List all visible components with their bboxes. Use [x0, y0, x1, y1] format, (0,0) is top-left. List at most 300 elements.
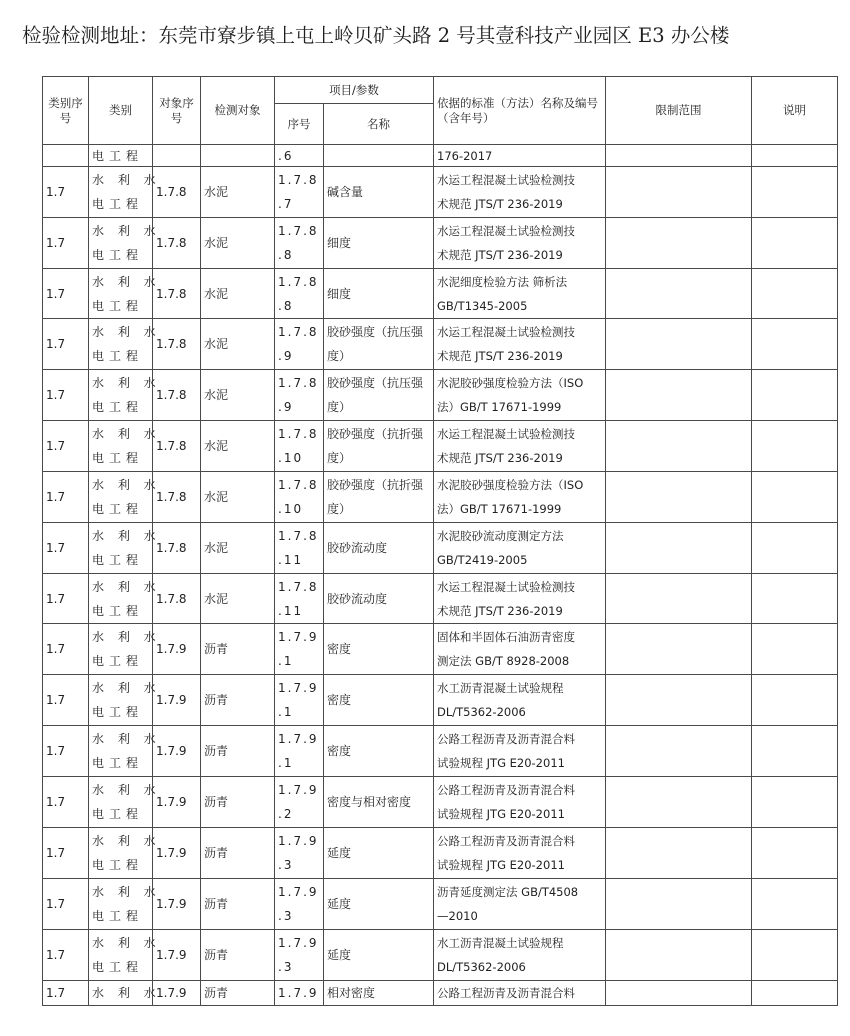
item-seq-line: .3: [278, 960, 294, 974]
standard-line: 水运工程混凝土试验检测技: [437, 173, 575, 187]
category-line: 电工程: [92, 705, 144, 719]
standard-line: 水泥胶砂强度检验方法（ISO: [437, 376, 584, 390]
object-cell: 水泥: [201, 319, 275, 370]
standard-line: 水运工程混凝土试验检测技: [437, 325, 575, 339]
object-seq-cell: 1.7.9: [153, 726, 201, 777]
item-name-cell: [324, 523, 434, 574]
category-cell: [89, 777, 161, 828]
item-seq-line: 1.7.8: [278, 325, 319, 339]
item-name-line: 延度: [327, 846, 352, 860]
category-cell: [89, 167, 161, 218]
object-seq-cell: 1.7.9: [153, 828, 201, 879]
object-seq-cell: 1.7.9: [153, 879, 201, 930]
item-seq-cell: [275, 370, 324, 421]
header-category-seq: 类别序号: [43, 77, 89, 145]
note-cell: [752, 879, 838, 930]
note-cell: [752, 370, 838, 421]
object-seq-cell: 1.7.8: [153, 574, 201, 624]
object-cell: 水泥: [201, 218, 275, 269]
item-name-line: 细度: [327, 286, 352, 301]
category-line: 水 利 水: [92, 986, 161, 1000]
category-line: 电工程: [92, 756, 144, 770]
object-cell: 沥青: [201, 930, 275, 981]
note-cell: [752, 167, 838, 218]
table-row: [43, 472, 838, 523]
item-name-cell: [324, 472, 434, 523]
item-seq-cell: [275, 624, 324, 675]
object-seq-cell: 1.7.8: [153, 523, 201, 574]
category-line: 电工程: [92, 603, 144, 618]
category-seq-cell: 1.7: [43, 624, 89, 675]
item-name-line: 度）: [327, 502, 352, 516]
standard-line: GB/T2419-2005: [437, 553, 528, 567]
item-seq-line: .11: [278, 603, 304, 618]
item-seq-line: 1.7.9: [278, 783, 319, 797]
category-cell: [89, 574, 161, 624]
standard-cell: [434, 777, 606, 828]
limit-cell: [606, 218, 752, 269]
standard-line: 沥青延度测定法 GB/T4508: [437, 885, 579, 899]
limit-cell: [606, 145, 752, 167]
table-row: [43, 624, 838, 675]
category-line: 水 利 水: [92, 834, 161, 848]
item-seq-line: 1.7.8: [278, 274, 319, 289]
object-seq-cell: 1.7.8: [153, 167, 201, 218]
limit-cell: [606, 675, 752, 726]
category-seq-cell: 1.7: [43, 523, 89, 574]
item-seq-line: .3: [278, 858, 294, 872]
category-cell: [89, 319, 161, 370]
item-seq-cell: [275, 828, 324, 879]
category-seq-cell: 1.7: [43, 421, 89, 472]
standard-line: 术规范 JTS/T 236-2019: [437, 349, 563, 363]
category-seq-cell: 1.7: [43, 574, 89, 624]
standard-line: 法）GB/T 17671-1999: [437, 502, 562, 516]
object-seq-cell: 1.7.9: [153, 624, 201, 675]
category-line: 电工程: [92, 909, 144, 923]
item-seq-cell: [275, 981, 324, 1006]
note-cell: [752, 726, 838, 777]
limit-cell: [606, 370, 752, 421]
category-line: 电工程: [92, 451, 144, 465]
category-line: 电工程: [92, 807, 144, 821]
standard-line: 试验规程 JTG E20-2011: [437, 858, 565, 872]
note-cell: [752, 777, 838, 828]
category-line: 电工程: [92, 654, 144, 668]
standard-cell: [434, 624, 606, 675]
item-seq-line: 1.7.9: [278, 936, 319, 950]
limit-cell: [606, 167, 752, 218]
category-line: 水 利 水: [92, 376, 161, 390]
standard-line: 水工沥青混凝土试验规程: [437, 681, 564, 695]
item-seq-line: 1.7.9: [278, 630, 319, 644]
item-seq-line: .9: [278, 400, 294, 414]
item-seq-cell: [275, 319, 324, 370]
limit-cell: [606, 574, 752, 624]
object-cell: 沥青: [201, 675, 275, 726]
item-seq-cell: [275, 269, 324, 319]
header-object-seq: 对象序号: [153, 77, 201, 145]
category-line: 水 利 水: [92, 732, 161, 746]
table-row: [43, 523, 838, 574]
item-name-cell: [324, 726, 434, 777]
standard-cell: [434, 167, 606, 218]
item-name-line: 胶砂强度（抗折强: [327, 427, 424, 441]
item-seq-line: 1.7.8: [278, 478, 319, 492]
item-seq-line: .11: [278, 553, 304, 567]
document-title: 检验检测地址：东莞市寮步镇上屯上岭贝矿头路 2 号其壹科技产业园区 E3 办公楼: [22, 24, 730, 47]
category-cell: [89, 269, 161, 319]
limit-cell: [606, 828, 752, 879]
limit-cell: [606, 726, 752, 777]
standard-cell: [434, 523, 606, 574]
category-line: 电工程: [92, 349, 144, 363]
standard-line: 水泥胶砂流动度测定方法: [437, 529, 564, 543]
table-row: [43, 726, 838, 777]
note-cell: [752, 218, 838, 269]
category-line: 水 利 水: [92, 478, 161, 492]
table-row: [43, 675, 838, 726]
standard-line: 176-2017: [437, 148, 493, 163]
standard-line: 水运工程混凝土试验检测技: [437, 224, 575, 238]
item-seq-line: 1.7.8: [278, 376, 319, 390]
item-name-line: 密度: [327, 744, 352, 758]
note-cell: [752, 523, 838, 574]
note-cell: [752, 675, 838, 726]
item-seq-line: 1.7.8: [278, 173, 319, 187]
standard-line: 术规范 JTS/T 236-2019: [437, 451, 563, 465]
category-line: 水 利 水: [92, 630, 161, 644]
item-name-cell: [324, 218, 434, 269]
standard-line: 术规范 JTS/T 236-2019: [437, 248, 563, 262]
item-seq-line: 1.7.9: [278, 834, 319, 848]
item-name-line: 胶砂强度（抗压强: [327, 325, 424, 339]
item-seq-line: .7: [278, 197, 294, 211]
category-cell: [89, 930, 161, 981]
category-line: 水 利 水: [92, 274, 161, 289]
category-line: 电工程: [92, 858, 144, 872]
item-seq-line: 1.7.8: [278, 224, 319, 238]
header-limit: 限制范围: [606, 77, 752, 145]
object-seq-cell: 1.7.8: [153, 472, 201, 523]
object-cell: 水泥: [201, 167, 275, 218]
category-line: 水 利 水: [92, 224, 161, 238]
item-name-cell: [324, 269, 434, 319]
note-cell: [752, 421, 838, 472]
standard-line: 水泥胶砂强度检验方法（ISO: [437, 478, 584, 492]
category-cell: [89, 828, 161, 879]
table-row: [43, 370, 838, 421]
header-row: [43, 77, 838, 104]
item-name-cell: [324, 421, 434, 472]
category-seq-cell: [43, 145, 89, 167]
table-row: [43, 319, 838, 370]
item-seq-line: .1: [278, 756, 294, 770]
standard-cell: [434, 370, 606, 421]
note-cell: [752, 930, 838, 981]
category-line: 水 利 水: [92, 936, 161, 950]
object-cell: 沥青: [201, 726, 275, 777]
category-cell: [89, 218, 161, 269]
item-seq-line: 1.7.9: [278, 986, 319, 1000]
category-seq-cell: 1.7: [43, 319, 89, 370]
item-seq-line: 1.7.9: [278, 681, 319, 695]
object-cell: 沥青: [201, 828, 275, 879]
standard-line: DL/T5362-2006: [437, 960, 526, 974]
item-name-cell: [324, 828, 434, 879]
table-row: [43, 167, 838, 218]
object-seq-cell: 1.7.8: [153, 269, 201, 319]
standard-line: 公路工程沥青及沥青混合料: [437, 834, 575, 848]
standard-cell: [434, 930, 606, 981]
category-line: 电工程: [92, 197, 144, 211]
object-seq-cell: [153, 145, 201, 167]
standard-line: 公路工程沥青及沥青混合料: [437, 732, 575, 746]
item-name-cell: [324, 624, 434, 675]
standard-line: DL/T5362-2006: [437, 705, 526, 719]
item-seq-cell: [275, 574, 324, 624]
category-line: 水 利 水: [92, 427, 161, 441]
item-name-cell: [324, 574, 434, 624]
table-row: [43, 421, 838, 472]
item-name-line: 胶砂流动度: [327, 541, 388, 555]
standard-cell: [434, 319, 606, 370]
item-name-line: 碱含量: [327, 185, 364, 199]
item-seq-cell: [275, 523, 324, 574]
object-cell: 水泥: [201, 523, 275, 574]
note-cell: [752, 981, 838, 1006]
category-cell: [89, 675, 161, 726]
object-cell: 水泥: [201, 421, 275, 472]
header-standard: 依据的标准（方法）名称及编号（含年号）: [434, 77, 606, 145]
category-line: 水 利 水: [92, 529, 161, 543]
standard-line: 术规范 JTS/T 236-2019: [437, 197, 563, 211]
object-seq-cell: 1.7.8: [153, 319, 201, 370]
table-row: [43, 218, 838, 269]
table-row: [43, 828, 838, 879]
item-seq-line: .1: [278, 654, 294, 668]
item-name-cell: [324, 777, 434, 828]
item-name-line: 度）: [327, 451, 352, 465]
object-cell: 沥青: [201, 777, 275, 828]
standard-line: 公路工程沥青及沥青混合料: [437, 986, 575, 1000]
item-seq-line: .10: [278, 451, 304, 465]
item-seq-cell: [275, 472, 324, 523]
note-cell: [752, 472, 838, 523]
object-cell: [201, 145, 275, 167]
object-cell: 水泥: [201, 472, 275, 523]
category-line: 水 利 水: [92, 681, 161, 695]
limit-cell: [606, 472, 752, 523]
item-name-line: 延度: [327, 897, 352, 911]
item-seq-cell: [275, 726, 324, 777]
item-seq-line: .2: [278, 807, 294, 821]
object-cell: 水泥: [201, 269, 275, 319]
header-note: 说明: [752, 77, 838, 145]
category-line: 电工程: [92, 502, 144, 516]
item-seq-line: .10: [278, 502, 304, 516]
item-seq-line: .8: [278, 248, 294, 262]
object-seq-cell: 1.7.9: [153, 777, 201, 828]
category-line: 电工程: [92, 960, 144, 974]
object-seq-cell: 1.7.9: [153, 981, 201, 1006]
standard-cell: [434, 574, 606, 624]
category-line: 电工程: [92, 553, 144, 567]
item-seq-line: 1.7.8: [278, 427, 319, 441]
category-seq-cell: 1.7: [43, 167, 89, 218]
standard-cell: [434, 421, 606, 472]
standard-line: 水运工程混凝土试验检测技: [437, 427, 575, 441]
category-line: 电工程: [92, 148, 144, 163]
note-cell: [752, 269, 838, 319]
item-name-line: 细度: [327, 236, 352, 250]
standard-line: 法）GB/T 17671-1999: [437, 400, 562, 414]
item-seq-line: .8: [278, 298, 294, 313]
standard-cell: [434, 981, 606, 1006]
standard-line: 试验规程 JTG E20-2011: [437, 807, 565, 821]
item-name-line: 胶砂强度（抗折强: [327, 478, 424, 492]
item-name-line: 密度: [327, 693, 352, 707]
standard-cell: [434, 726, 606, 777]
category-line: 电工程: [92, 248, 144, 262]
table-row: [43, 879, 838, 930]
object-cell: 水泥: [201, 574, 275, 624]
item-name-line: 密度: [327, 642, 352, 656]
object-cell: 水泥: [201, 370, 275, 421]
header-object: 检测对象: [201, 77, 275, 145]
standard-line: 水泥细度检验方法 筛析法: [437, 274, 568, 289]
limit-cell: [606, 981, 752, 1006]
item-seq-cell: [275, 879, 324, 930]
standard-line: 公路工程沥青及沥青混合料: [437, 783, 575, 797]
item-name-cell: [324, 930, 434, 981]
item-seq-line: .6: [278, 148, 294, 163]
standard-line: 测定法 GB/T 8928-2008: [437, 654, 570, 668]
item-name-cell: [324, 167, 434, 218]
category-line: 水 利 水: [92, 783, 161, 797]
header-item-name: 名称: [324, 104, 434, 145]
header-item-seq: 序号: [275, 104, 324, 145]
item-seq-cell: [275, 167, 324, 218]
object-seq-cell: 1.7.9: [153, 930, 201, 981]
item-seq-cell: [275, 145, 324, 167]
item-seq-line: 1.7.8: [278, 579, 319, 594]
item-name-line: 度）: [327, 400, 352, 414]
limit-cell: [606, 319, 752, 370]
category-line: 水 利 水: [92, 325, 161, 339]
table-row: [43, 930, 838, 981]
category-line: 水 利 水: [92, 173, 161, 187]
standard-cell: [434, 879, 606, 930]
limit-cell: [606, 624, 752, 675]
note-cell: [752, 828, 838, 879]
object-cell: 沥青: [201, 624, 275, 675]
item-seq-cell: [275, 218, 324, 269]
item-seq-cell: [275, 777, 324, 828]
standard-line: GB/T1345-2005: [437, 298, 528, 313]
standard-cell: [434, 828, 606, 879]
object-seq-cell: 1.7.8: [153, 370, 201, 421]
category-cell: [89, 726, 161, 777]
category-seq-cell: 1.7: [43, 930, 89, 981]
standard-cell: [434, 675, 606, 726]
object-cell: 沥青: [201, 981, 275, 1006]
limit-cell: [606, 269, 752, 319]
item-seq-cell: [275, 675, 324, 726]
category-seq-cell: 1.7: [43, 981, 89, 1006]
category-line: 水 利 水: [92, 579, 161, 594]
limit-cell: [606, 421, 752, 472]
category-cell: [89, 879, 161, 930]
item-seq-line: 1.7.8: [278, 529, 319, 543]
category-cell: [89, 421, 161, 472]
standard-cell: [434, 269, 606, 319]
item-name-line: 度）: [327, 349, 352, 363]
category-cell: [89, 145, 153, 167]
object-cell: 沥青: [201, 879, 275, 930]
object-seq-cell: 1.7.8: [153, 218, 201, 269]
item-seq-line: 1.7.9: [278, 885, 319, 899]
header-category: 类别: [89, 77, 153, 145]
item-seq-line: .3: [278, 909, 294, 923]
category-seq-cell: 1.7: [43, 675, 89, 726]
table-body: [43, 145, 838, 1006]
item-seq-cell: [275, 930, 324, 981]
item-seq-line: .9: [278, 349, 294, 363]
category-line: 水 利 水: [92, 885, 161, 899]
standard-line: —2010: [437, 909, 478, 923]
table-row: [43, 145, 838, 167]
category-cell: [89, 370, 161, 421]
limit-cell: [606, 523, 752, 574]
table-row: [43, 981, 838, 1006]
item-name-cell: [324, 879, 434, 930]
object-seq-cell: 1.7.8: [153, 421, 201, 472]
standard-line: 固体和半固体石油沥青密度: [437, 630, 575, 644]
item-name-cell: [324, 145, 434, 167]
accreditation-table: [42, 76, 838, 1006]
item-name-cell: [324, 370, 434, 421]
standard-cell: [434, 145, 606, 167]
item-name-cell: [324, 981, 434, 1006]
item-name-line: 密度与相对密度: [327, 795, 412, 809]
category-seq-cell: 1.7: [43, 472, 89, 523]
item-seq-cell: [275, 421, 324, 472]
standard-cell: [434, 218, 606, 269]
category-cell: [89, 523, 161, 574]
category-seq-cell: 1.7: [43, 777, 89, 828]
table-row: [43, 574, 838, 624]
item-name-cell: [324, 675, 434, 726]
standard-line: 水工沥青混凝土试验规程: [437, 936, 564, 950]
standard-line: 水运工程混凝土试验检测技: [437, 579, 575, 594]
limit-cell: [606, 879, 752, 930]
note-cell: [752, 574, 838, 624]
category-cell: [89, 472, 161, 523]
item-name-line: 相对密度: [327, 986, 376, 1000]
category-seq-cell: 1.7: [43, 879, 89, 930]
item-seq-line: .1: [278, 705, 294, 719]
item-name-line: 延度: [327, 948, 352, 962]
table-row: [43, 269, 838, 319]
category-seq-cell: 1.7: [43, 828, 89, 879]
item-name-cell: [324, 319, 434, 370]
category-line: 电工程: [92, 400, 144, 414]
category-seq-cell: 1.7: [43, 370, 89, 421]
standard-line: 术规范 JTS/T 236-2019: [437, 603, 563, 618]
category-seq-cell: 1.7: [43, 726, 89, 777]
object-seq-cell: 1.7.9: [153, 675, 201, 726]
